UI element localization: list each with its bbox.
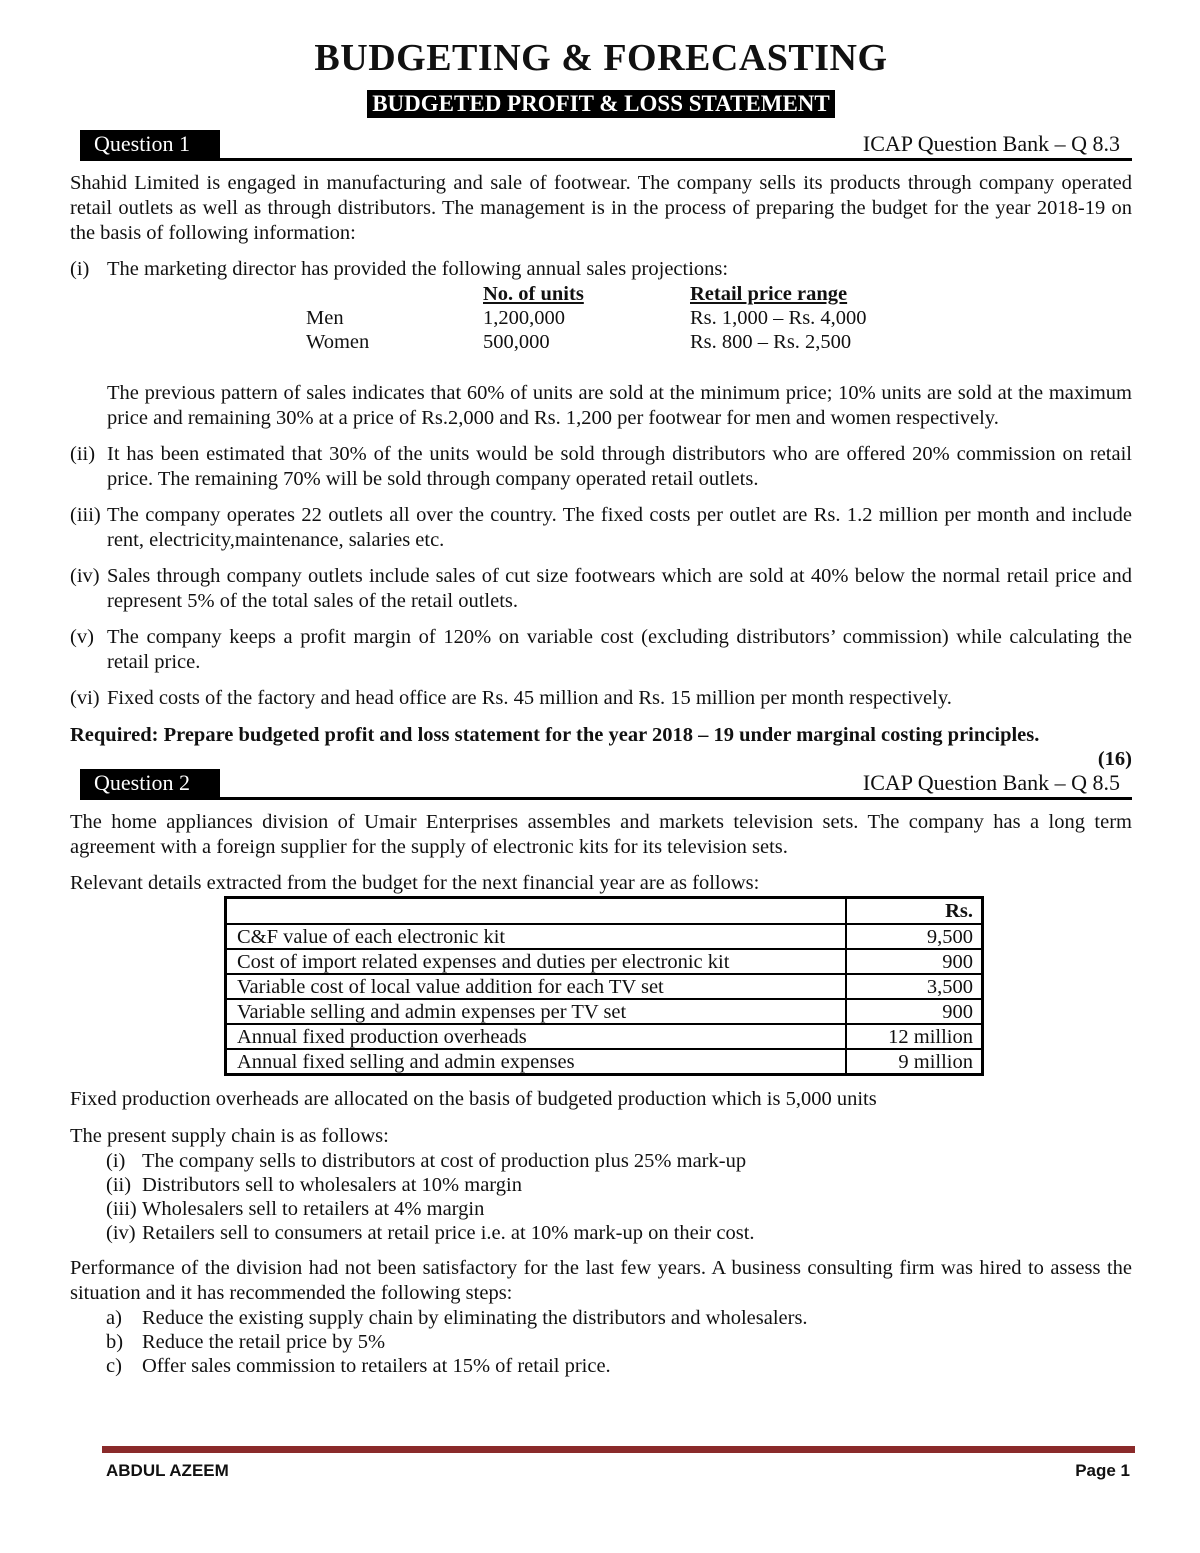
table-row xyxy=(226,974,983,999)
item-number: c) xyxy=(106,1355,122,1377)
table-row xyxy=(226,924,983,949)
item-text: Wholesalers sell to retailers at 4% margin xyxy=(142,1198,485,1220)
item-number: (iii) xyxy=(106,1198,137,1220)
item-number: b) xyxy=(106,1331,124,1353)
table-row xyxy=(226,1024,983,1049)
table-cell: Rs. 800 – Rs. 2,500 xyxy=(690,331,852,353)
item-text: Retailers sell to consumers at retail price i.e. at 10% mark-up on their cost. xyxy=(142,1222,755,1244)
question-1-intro: Shahid Limited is engaged in manufacturing and sale of footwear. The company sells its products through company operated retail outlets as well as through distributors. The management is in the process of preparing the budget for the year 2018-19 on the basis of following information: xyxy=(70,172,1132,244)
question-1-item-v xyxy=(70,625,1132,675)
item-number: (i) xyxy=(106,1150,126,1172)
supply-chain-item xyxy=(106,1149,1132,1173)
item-text: Fixed costs of the factory and head office are Rs. 45 million and Rs. 15 million per month respectively. xyxy=(107,687,952,709)
table-cell: 500,000 xyxy=(483,331,550,353)
table-cell: Women xyxy=(306,331,370,353)
sales-projection-table xyxy=(306,282,867,354)
question-2-intro: The home appliances division of Umair Enterprises assembles and markets television sets. The company has a long term agreement with a foreign supplier for the supply of electronic kits for its television sets. xyxy=(70,811,1132,858)
item-text: Offer sales commission to retailers at 15% of retail price. xyxy=(142,1355,611,1377)
question-2-label: Question 2 xyxy=(80,769,220,797)
question-1-item-ii xyxy=(70,442,1132,492)
table-cell: Men xyxy=(306,307,344,329)
table-cell: 12 million xyxy=(846,1024,983,1049)
item-number: (iii) xyxy=(70,504,101,526)
document-page xyxy=(70,0,1132,1378)
question-1-required: Required: Prepare budgeted profit and loss statement for the year 2018 – 19 under marginal costing principles. xyxy=(70,724,1040,746)
question-1-marks: (16) xyxy=(1097,748,1132,770)
table-row xyxy=(306,306,867,330)
table-header-row xyxy=(226,898,983,925)
supply-chain-item xyxy=(106,1221,1132,1245)
supply-chain-item xyxy=(106,1197,1132,1221)
table-cell: 900 xyxy=(846,949,983,974)
question-2-performance: Performance of the division had not been satisfactory for the last few years. A business consulting firm was hired to assess the situation and it has recommended the following steps: xyxy=(70,1257,1132,1304)
question-2-supply-intro: The present supply chain is as follows: xyxy=(70,1125,389,1147)
table-cell: C&F value of each electronic kit xyxy=(226,924,847,949)
item-number: a) xyxy=(106,1307,122,1329)
table-header-cell: Retail price range xyxy=(690,283,848,305)
item-number: (ii) xyxy=(70,443,96,465)
question-1-item-vi xyxy=(70,686,1132,711)
footer-divider xyxy=(102,1446,1135,1453)
question-2-overhead-note: Fixed production overheads are allocated on the basis of budgeted production which is 5,000 units xyxy=(70,1088,877,1110)
item-text: Sales through company outlets include sales of cut size footwears which are sold at 40% below the normal retail price and represent 5% of the total sales of the retail outlets. xyxy=(107,565,1132,612)
table-cell: 9 million xyxy=(846,1049,983,1075)
table-cell: 1,200,000 xyxy=(483,307,565,329)
page-footer xyxy=(106,1461,1130,1481)
table-cell: Annual fixed selling and admin expenses xyxy=(226,1049,847,1075)
recommendation-item xyxy=(106,1330,1132,1354)
question-2-reference: ICAP Question Bank – Q 8.5 xyxy=(862,770,1120,795)
footer-page-number: Page 1 xyxy=(1075,1461,1130,1480)
table-header-cell xyxy=(226,898,847,925)
item-text: Reduce the retail price by 5% xyxy=(142,1331,386,1353)
question-2-details-intro: Relevant details extracted from the budget for the next financial year are as follows: xyxy=(70,872,760,894)
table-row xyxy=(306,330,867,354)
item-text: The company operates 22 outlets all over the country. The fixed costs per outlet are Rs. 1.2 million per month and include rent, electricity,maintenance, salaries etc. xyxy=(107,504,1132,551)
question-1-header xyxy=(80,130,1132,161)
footer-author: ABDUL AZEEM xyxy=(106,1461,229,1480)
table-header-cell: No. of units xyxy=(483,283,584,305)
question-1-item-i-note: The previous pattern of sales indicates that 60% of units are sold at the minimum price; 10% units are sold at the maximum price and remaining 30% at a price of Rs.2,000 and Rs. 1,200 per footwear for men and women respectively. xyxy=(107,382,1132,429)
item-text: The marketing director has provided the following annual sales projections: xyxy=(107,258,729,280)
item-text: Reduce the existing supply chain by eliminating the distributors and wholesalers. xyxy=(142,1307,808,1329)
table-cell: 3,500 xyxy=(846,974,983,999)
question-2-header xyxy=(80,769,1132,800)
item-number: (ii) xyxy=(106,1174,132,1196)
question-1-item-iv xyxy=(70,564,1132,614)
question-1-item-i xyxy=(70,257,1132,282)
question-1-reference: ICAP Question Bank – Q 8.3 xyxy=(862,131,1120,156)
item-text: The company keeps a profit margin of 120% on variable cost (excluding distributors’ commission) while calculating the retail price. xyxy=(107,626,1132,673)
question-1-item-iii xyxy=(70,503,1132,553)
budget-details-table xyxy=(224,896,984,1076)
table-row xyxy=(226,999,983,1024)
table-header-cell xyxy=(306,282,483,306)
table-cell: Annual fixed production overheads xyxy=(226,1024,847,1049)
table-cell: 900 xyxy=(846,999,983,1024)
table-row xyxy=(226,949,983,974)
table-cell: Rs. 1,000 – Rs. 4,000 xyxy=(690,307,867,329)
page-subtitle: BUDGETED PROFIT & LOSS STATEMENT xyxy=(367,90,835,118)
supply-chain-item xyxy=(106,1173,1132,1197)
recommendation-item xyxy=(106,1354,1132,1378)
item-text: It has been estimated that 30% of the units would be sold through distributors who are offered 20% commission on retail price. The remaining 70% will be sold through company operated retail outlets. xyxy=(107,443,1132,490)
item-number: (v) xyxy=(70,626,94,648)
item-number: (iv) xyxy=(70,565,100,587)
question-1-label: Question 1 xyxy=(80,130,220,158)
table-cell: Cost of import related expenses and duties per electronic kit xyxy=(226,949,847,974)
item-number: (i) xyxy=(70,258,90,280)
table-cell: 9,500 xyxy=(846,924,983,949)
item-number: (vi) xyxy=(70,687,100,709)
table-cell: Variable selling and admin expenses per TV set xyxy=(226,999,847,1024)
page-title: BUDGETING & FORECASTING xyxy=(314,37,888,79)
table-row xyxy=(226,1049,983,1075)
item-number: (iv) xyxy=(106,1222,136,1244)
item-text: The company sells to distributors at cost of production plus 25% mark-up xyxy=(142,1150,747,1172)
recommendation-item xyxy=(106,1306,1132,1330)
table-header-row xyxy=(306,282,867,306)
item-text: Distributors sell to wholesalers at 10% margin xyxy=(142,1174,522,1196)
table-cell: Variable cost of local value addition for each TV set xyxy=(226,974,847,999)
table-header-cell: Rs. xyxy=(846,898,983,925)
